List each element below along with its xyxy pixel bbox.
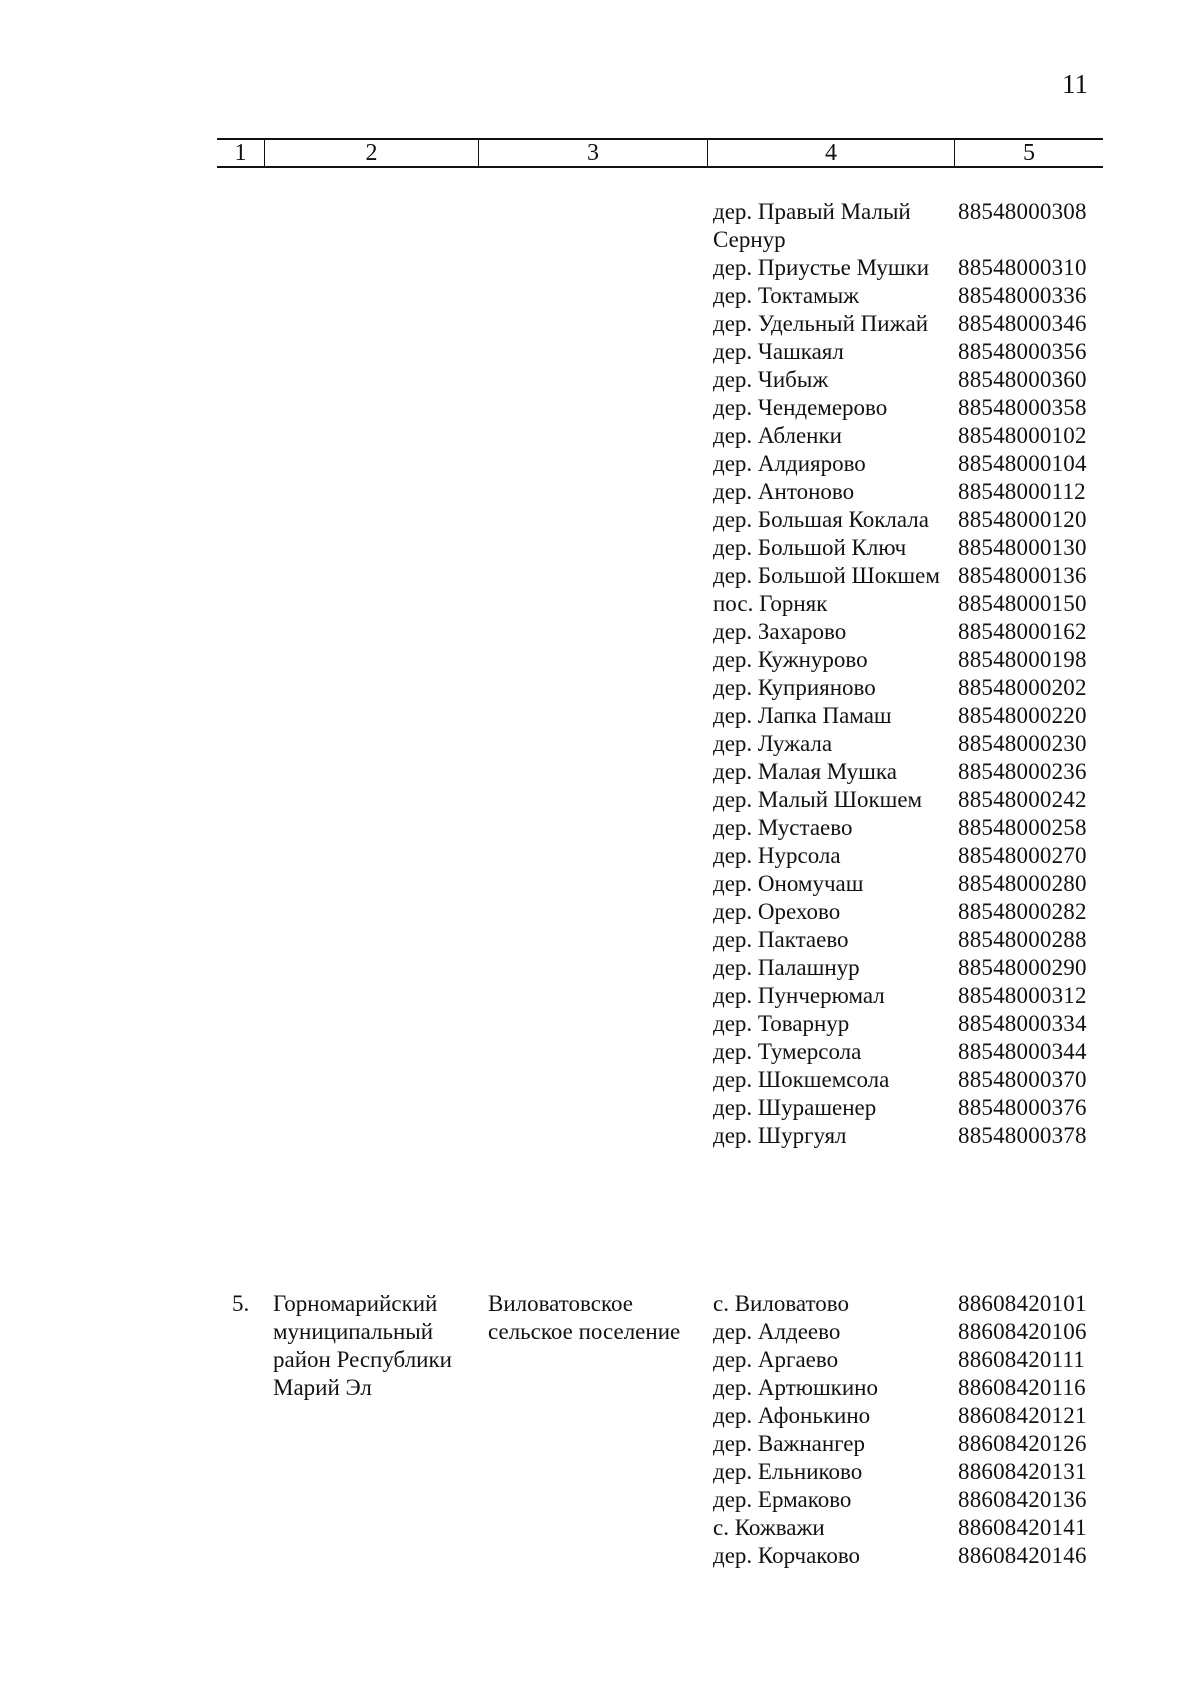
table-row xyxy=(713,534,1113,562)
table-row xyxy=(713,1094,1113,1122)
locality-name: дер. Правый Малый Сернур xyxy=(713,199,911,252)
oktmo-code: 88548000308 xyxy=(958,199,1087,224)
oktmo-code: 88608420116 xyxy=(958,1375,1086,1400)
locality-name: дер. Аргаево xyxy=(713,1347,839,1372)
locality-name: дер. Корчаково xyxy=(713,1543,861,1568)
entry5-settlement-list xyxy=(713,1290,1113,1570)
table-row xyxy=(713,646,1113,674)
oktmo-code: 88608420126 xyxy=(958,1431,1087,1456)
table-row xyxy=(713,562,1113,590)
oktmo-code: 88608420101 xyxy=(958,1291,1087,1316)
header-col-5: 5 xyxy=(954,140,1103,166)
table-row xyxy=(713,758,1113,786)
locality-name: с. Кожважи xyxy=(713,1515,825,1540)
oktmo-code: 88548000120 xyxy=(958,507,1087,532)
locality-name: дер. Ономучаш xyxy=(713,871,864,896)
oktmo-code: 88548000150 xyxy=(958,591,1087,616)
oktmo-code: 88608420141 xyxy=(958,1515,1087,1540)
table-row xyxy=(713,954,1113,982)
oktmo-code: 88608420131 xyxy=(958,1459,1087,1484)
locality-name: дер. Абленки xyxy=(713,423,842,448)
table-row xyxy=(713,1402,1113,1430)
oktmo-code: 88548000230 xyxy=(958,731,1087,756)
locality-name: дер. Лапка Памаш xyxy=(713,703,892,728)
table-row xyxy=(713,198,1113,254)
locality-name: дер. Большая Коклала xyxy=(713,507,929,532)
oktmo-code: 88548000136 xyxy=(958,563,1087,588)
table-row xyxy=(713,1066,1113,1094)
table-row xyxy=(713,786,1113,814)
locality-name: дер. Захарово xyxy=(713,619,847,644)
table-row xyxy=(713,1374,1113,1402)
table-row xyxy=(713,366,1113,394)
oktmo-code: 88548000356 xyxy=(958,339,1087,364)
table-row xyxy=(713,338,1113,366)
locality-name: дер. Чендемерово xyxy=(713,395,888,420)
settlement-name: Виловатовское сельское поселение xyxy=(488,1291,681,1344)
locality-name: дер. Малая Мушка xyxy=(713,759,897,784)
locality-name: дер. Куприяново xyxy=(713,675,876,700)
page-number: 11 xyxy=(1062,69,1088,99)
locality-name: дер. Палашнур xyxy=(713,955,860,980)
locality-name: дер. Большой Ключ xyxy=(713,535,907,560)
locality-name: дер. Антоново xyxy=(713,479,855,504)
locality-name: дер. Алдеево xyxy=(713,1319,841,1344)
district-name: Горномарийский муниципальный район Республики Марий Эл xyxy=(273,1291,452,1400)
table-row xyxy=(713,310,1113,338)
oktmo-code: 88548000358 xyxy=(958,395,1087,420)
continued-settlement-list xyxy=(713,198,1113,1150)
oktmo-code: 88608420121 xyxy=(958,1403,1087,1428)
table-row xyxy=(713,1318,1113,1346)
oktmo-code: 88548000198 xyxy=(958,647,1087,672)
table-row xyxy=(713,674,1113,702)
table-row xyxy=(713,898,1113,926)
locality-name: дер. Мустаево xyxy=(713,815,853,840)
table-row xyxy=(713,506,1113,534)
header-col-1: 1 xyxy=(234,139,247,166)
oktmo-code: 88548000242 xyxy=(958,787,1087,812)
oktmo-code: 88548000360 xyxy=(958,367,1087,392)
table-row xyxy=(713,926,1113,954)
table-row xyxy=(713,1542,1113,1570)
header-col-4: 4 xyxy=(707,140,954,166)
locality-name: дер. Кужнурово xyxy=(713,647,868,672)
locality-name: дер. Шургуял xyxy=(713,1123,847,1148)
table-row xyxy=(713,618,1113,646)
table-row xyxy=(713,1458,1113,1486)
locality-name: дер. Чашкаял xyxy=(713,339,844,364)
table-row xyxy=(713,590,1113,618)
table-row xyxy=(713,254,1113,282)
oktmo-code: 88548000220 xyxy=(958,703,1087,728)
oktmo-code: 88548000102 xyxy=(958,423,1087,448)
oktmo-code: 88548000376 xyxy=(958,1095,1087,1120)
table-row xyxy=(713,842,1113,870)
locality-name: дер. Артюшкино xyxy=(713,1375,878,1400)
table-row xyxy=(713,1514,1113,1542)
locality-name: дер. Шурашенер xyxy=(713,1095,877,1120)
oktmo-code: 88608420111 xyxy=(958,1347,1085,1372)
locality-name: дер. Орехово xyxy=(713,899,841,924)
oktmo-code: 88548000104 xyxy=(958,451,1087,476)
locality-name: дер. Важнангер xyxy=(713,1431,866,1456)
table-row xyxy=(713,1122,1113,1150)
locality-name: дер. Малый Шокшем xyxy=(713,787,923,812)
table-row xyxy=(713,1346,1113,1374)
oktmo-code: 88548000112 xyxy=(958,479,1086,504)
locality-name: дер. Большой Шокшем xyxy=(713,563,940,588)
table-row xyxy=(713,478,1113,506)
table-row xyxy=(713,422,1113,450)
oktmo-code: 88548000162 xyxy=(958,619,1087,644)
header-col-2: 2 xyxy=(264,140,478,166)
table-row xyxy=(713,1486,1113,1514)
locality-name: дер. Алдиярово xyxy=(713,451,866,476)
locality-name: дер. Токтамыж xyxy=(713,283,860,308)
locality-name: дер. Пунчерюмал xyxy=(713,983,885,1008)
locality-name: дер. Афонькино xyxy=(713,1403,871,1428)
table-row xyxy=(713,1038,1113,1066)
oktmo-code: 88548000236 xyxy=(958,759,1087,784)
locality-name: дер. Шокшемсола xyxy=(713,1067,890,1092)
table-row xyxy=(713,870,1113,898)
table-row xyxy=(713,1430,1113,1458)
oktmo-code: 88548000334 xyxy=(958,1011,1087,1036)
locality-name: дер. Товарнур xyxy=(713,1011,850,1036)
oktmo-code: 88548000202 xyxy=(958,675,1087,700)
entry-number: 5. xyxy=(232,1291,250,1316)
oktmo-code: 88548000312 xyxy=(958,983,1087,1008)
locality-name: дер. Тумерсола xyxy=(713,1039,862,1064)
oktmo-code: 88548000270 xyxy=(958,843,1087,868)
locality-name: дер. Пактаево xyxy=(713,927,849,952)
oktmo-code: 88548000310 xyxy=(958,255,1087,280)
table-row xyxy=(713,282,1113,310)
oktmo-code: 88608420106 xyxy=(958,1319,1087,1344)
oktmo-code: 88608420136 xyxy=(958,1487,1087,1512)
locality-name: дер. Удельный Пижай xyxy=(713,311,928,336)
oktmo-code: 88548000290 xyxy=(958,955,1087,980)
oktmo-code: 88548000258 xyxy=(958,815,1087,840)
locality-name: с. Виловатово xyxy=(713,1291,849,1316)
locality-name: дер. Ельниково xyxy=(713,1459,863,1484)
table-row xyxy=(713,702,1113,730)
oktmo-code: 88548000378 xyxy=(958,1123,1087,1148)
oktmo-code: 88548000346 xyxy=(958,311,1087,336)
table-row xyxy=(713,982,1113,1010)
oktmo-code: 88548000282 xyxy=(958,899,1087,924)
table-row xyxy=(713,730,1113,758)
oktmo-code: 88548000370 xyxy=(958,1067,1087,1092)
locality-name: дер. Приустье Мушки xyxy=(713,255,930,280)
oktmo-code: 88548000336 xyxy=(958,283,1087,308)
locality-name: пос. Горняк xyxy=(713,591,828,616)
header-col-3: 3 xyxy=(478,140,707,166)
table-row xyxy=(713,1290,1113,1318)
locality-name: дер. Нурсола xyxy=(713,843,841,868)
oktmo-code: 88548000280 xyxy=(958,871,1087,896)
table-row xyxy=(713,1010,1113,1038)
table-row xyxy=(713,450,1113,478)
locality-name: дер. Лужала xyxy=(713,731,833,756)
oktmo-code: 88548000288 xyxy=(958,927,1087,952)
locality-name: дер. Ермаково xyxy=(713,1487,852,1512)
table-row xyxy=(713,814,1113,842)
oktmo-code: 88608420146 xyxy=(958,1543,1087,1568)
table-header xyxy=(217,138,1103,168)
oktmo-code: 88548000344 xyxy=(958,1039,1087,1064)
locality-name: дер. Чибыж xyxy=(713,367,829,392)
oktmo-code: 88548000130 xyxy=(958,535,1087,560)
table-row xyxy=(713,394,1113,422)
